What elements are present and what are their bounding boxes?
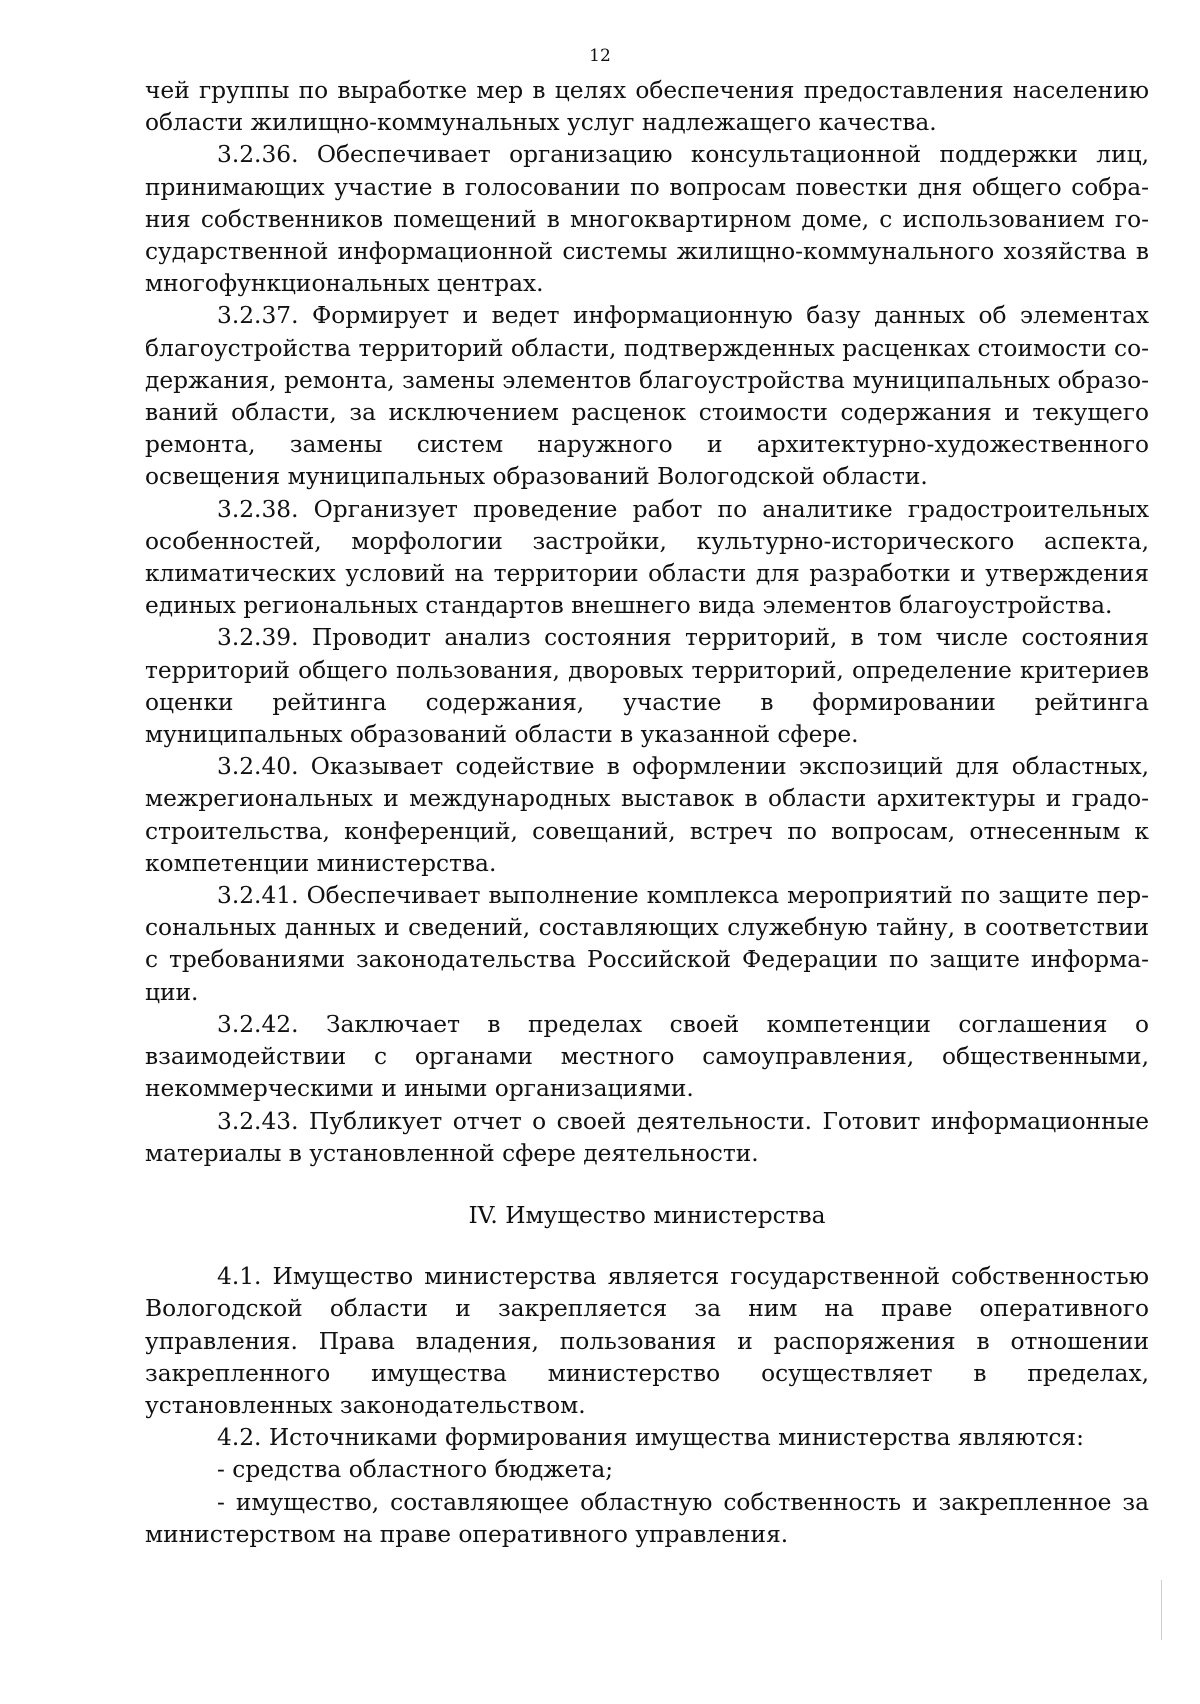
page-number: 12 bbox=[589, 46, 611, 66]
paragraph-3-2-42: 3.2.42. Заключает в пределах своей компетенции соглашения о взаимодействии с органами местного самоуправления, общественными, некоммерческими и иными организациями. bbox=[145, 1010, 1149, 1103]
paragraph-4-1: 4.1. Имущество министерства является государственной собственностью Вологодской области и закрепляется за ним на праве оперативного управления. Права владения, пользования и распоряжения в отношении закрепленного имущества министерство осуществляет в пределах, установленных законодательством. bbox=[145, 1263, 1149, 1419]
paragraph-3-2-43: 3.2.43. Публикует отчет о своей деятельности. Готовит информационные материалы в установленной сфере деятельности. bbox=[145, 1107, 1149, 1167]
scan-edge-mark bbox=[1161, 1580, 1162, 1640]
paragraph-3-2-37: 3.2.37. Формирует и ведет информационную базу данных об элементах благоустройства территорий области, подтвержденных расценках стоимости содержания, ремонта, замены элементов благоустройства муниципальных образований области, за исключением расценок стоимости содержания и текущего ремонта, замены систем наружного и архитектурно-художественного освещения муниципальных образований Вологодской области. bbox=[145, 302, 1149, 491]
paragraph-continuation: чей группы по выработке мер в целях обеспечения предоставления населению области жилищно-коммунальных услуг надлежащего качества. bbox=[145, 77, 1149, 137]
paragraph-3-2-41: 3.2.41. Обеспечивает выполнение комплекса мероприятий по защите персональных данных и сведений, составляющих служебную тайну, в соответствии с требованиями законодательства Российской Федерации по защите информации. bbox=[145, 882, 1149, 1006]
paragraph-3-2-38: 3.2.38. Организует проведение работ по аналитике градостроительных особенностей, морфологии застройки, культурно-исторического аспекта, климатических условий на территории области для разработки и утверждения единых региональных стандартов внешнего вида элементов благоустройства. bbox=[145, 495, 1149, 620]
paragraph-3-2-40: 3.2.40. Оказывает содействие в оформлении экспозиций для областных, межрегиональных и международных выставок в области архитектуры и градостроительства, конференций, совещаний, встреч по вопросам, отнесенным к компетенции министерства. bbox=[145, 753, 1149, 877]
section-heading: IV. Имущество министерства bbox=[468, 1201, 826, 1229]
paragraph-4-2: 4.2. Источниками формирования имущества министерства являются: bbox=[217, 1424, 1084, 1452]
list-item-property: - имущество, составляющее областную собственность и закрепленное за министерством на праве оперативного управления. bbox=[145, 1488, 1149, 1548]
document-body bbox=[145, 75, 1149, 1551]
paragraph-3-2-39: 3.2.39. Проводит анализ состояния территорий, в том числе состояния территорий общего пользования, дворовых территорий, определение критериев оценки рейтинга содержания, участие в формировании рейтинга муниципальных образований области в указанной сфере. bbox=[145, 624, 1149, 749]
paragraph-3-2-36: 3.2.36. Обеспечивает организацию консультационной поддержки лиц, принимающих участие в голосовании по вопросам повестки дня общего собрания собственников помещений в многоквартирном доме, с использованием государственной информационной системы жилищно-коммунального хозяйства в многофункциональных центрах. bbox=[145, 141, 1149, 298]
list-item-budget: - средства областного бюджета; bbox=[217, 1456, 614, 1484]
